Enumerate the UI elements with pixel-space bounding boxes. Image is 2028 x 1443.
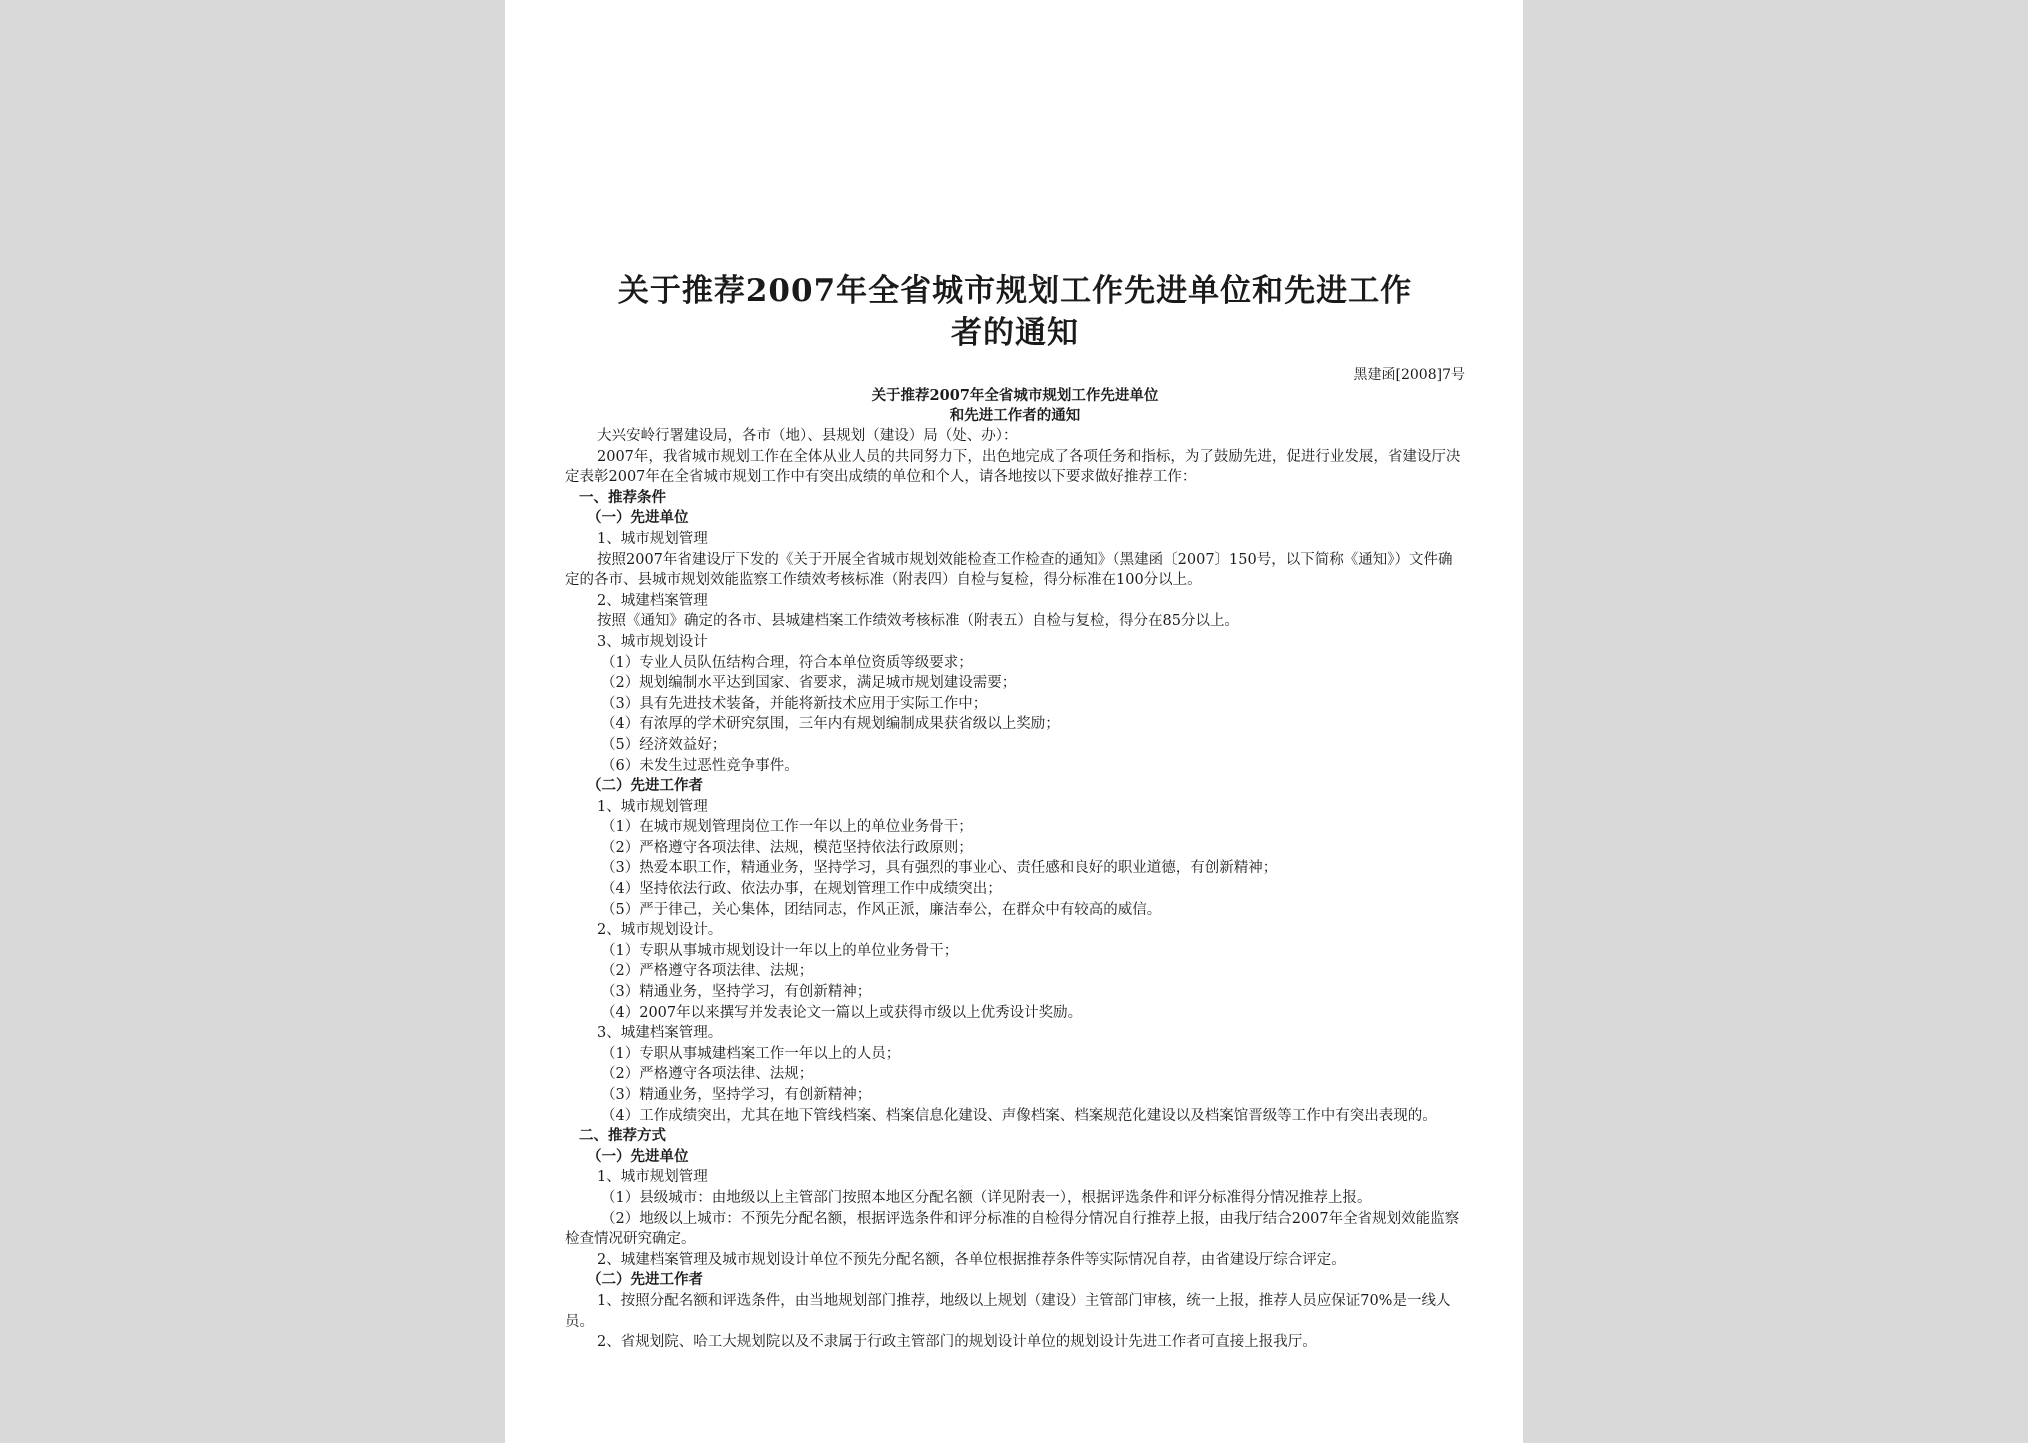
list-item: （4）有浓厚的学术研究氛围，三年内有规划编制成果获省级以上奖励； xyxy=(601,716,1060,733)
document-title-line-2: 者的通知 xyxy=(951,315,1079,351)
item-heading-archive-workers: 3、城建档案管理。 xyxy=(597,1025,723,1042)
subtitle-line-1: 关于推荐2007年全省城市规划工作先进单位 xyxy=(871,387,1159,404)
intro-paragraph: 2007年，我省城市规划工作在全体从业人员的共同努力下，出色地完成了各项任务和指标，为了鼓励先进，促进行业发展，省建设厅决定表彰2007年在全省城市规划工作中有突出成绩的单位和个人，请各地按以下要求做好推荐工作： xyxy=(565,448,1461,486)
item-heading-planning-management: 1、城市规划管理 xyxy=(597,530,708,547)
item-heading-planning-management-workers: 1、城市规划管理 xyxy=(597,798,708,815)
list-item: （1）专业人员队伍结构合理，符合本单位资质等级要求； xyxy=(601,654,973,671)
item-heading-planning-design-workers: 2、城市规划设计。 xyxy=(597,922,723,939)
subtitle-line-2: 和先进工作者的通知 xyxy=(949,407,1081,424)
list-item: （6）未发生过恶性竞争事件。 xyxy=(601,757,799,774)
paragraph-quota-recommendation: 1、按照分配名额和评选条件，由当地规划部门推荐，地级以上规划（建设）主管部门审核，统一上报，推荐人员应保证70%是一线人员。 xyxy=(565,1292,1451,1330)
item-heading-planning-design: 3、城市规划设计 xyxy=(597,633,708,650)
list-item: （5）严于律己，关心集体，团结同志，作风正派，廉洁奉公，在群众中有较高的威信。 xyxy=(601,901,1162,918)
item-heading-planning-management-method: 1、城市规划管理 xyxy=(597,1169,708,1186)
list-item: （2）严格遵守各项法律、法规； xyxy=(601,963,814,980)
list-item: （3）精通业务，坚持学习，有创新精神； xyxy=(601,984,872,1001)
paragraph-prefecture-cities: （2）地级以上城市：不预先分配名额，根据评选条件和评分标准的自检得分情况自行推荐上报，由我厅结合2007年全省规划效能监察检查情况研究确定。 xyxy=(565,1210,1460,1248)
list-item: （3）热爱本职工作，精通业务，坚持学习，具有强烈的事业心、责任感和良好的职业道德，有创新精神； xyxy=(601,860,1278,877)
subsection-heading-workers-method: （二）先进工作者 xyxy=(587,1271,703,1289)
subsection-heading-advanced-units: （一）先进单位 xyxy=(587,509,689,527)
list-item: （1）专职从事城市规划设计一年以上的单位业务骨干； xyxy=(601,942,959,959)
addressee: 大兴安岭行署建设局，各市（地）、县规划（建设）局（处、办）： xyxy=(597,428,1018,444)
list-item: （4）2007年以来撰写并发表论文一篇以上或获得市级以上优秀设计奖励。 xyxy=(601,1004,1083,1021)
list-item: （2）规划编制水平达到国家、省要求，满足城市规划建设需要； xyxy=(601,675,1017,692)
list-item: （2）严格遵守各项法律、法规，模范坚持依法行政原则； xyxy=(601,839,973,856)
list-item: （3）精通业务，坚持学习，有创新精神； xyxy=(601,1087,872,1103)
document-content xyxy=(565,270,1465,1353)
list-item: （1）在城市规划管理岗位工作一年以上的单位业务骨干； xyxy=(601,819,973,836)
list-item: （5）经济效益好； xyxy=(601,736,727,753)
list-item: （3）具有先进技术装备，并能将新技术应用于实际工作中； xyxy=(601,695,988,712)
subsection-heading-units-method: （一）先进单位 xyxy=(587,1147,689,1165)
list-item: （1）专职从事城建档案工作一年以上的人员； xyxy=(601,1045,901,1062)
item-heading-archive-management: 2、城建档案管理 xyxy=(597,592,708,609)
section-heading-2: 二、推荐方式 xyxy=(579,1127,666,1145)
section-heading-1: 一、推荐条件 xyxy=(579,488,666,506)
paragraph-archive-management: 按照《通知》确定的各市、县城建档案工作绩效考核标准（附表五）自检与复检，得分在85分以上。 xyxy=(597,613,1239,630)
paragraph-direct-report: 2、省规划院、哈工大规划院以及不隶属于行政主管部门的规划设计单位的规划设计先进工作者可直接上报我厅。 xyxy=(597,1334,1317,1351)
document-page xyxy=(505,0,1523,1443)
subsection-heading-advanced-workers: （二）先进工作者 xyxy=(587,777,703,795)
list-item: （2）严格遵守各项法律、法规； xyxy=(601,1066,814,1083)
document-title-line-1: 关于推荐2007年全省城市规划工作先进单位和先进工作 xyxy=(617,273,1413,309)
paragraph-county-cities: （1）县级城市：由地级以上主管部门按照本地区分配名额（详见附表一），根据评选条件和评分标准得分情况推荐上报。 xyxy=(601,1189,1372,1206)
paragraph-planning-management: 按照2007年省建设厅下发的《关于开展全省城市规划效能检查工作检查的通知》（黑建函〔2007〕150号，以下简称《通知》）文件确定的各市、县城市规划效能监察工作绩效考核标准（附表四）自检与复检，得分标准在100分以上。 xyxy=(565,551,1453,589)
document-title xyxy=(565,270,1465,354)
document-number: 黑建函[2008]7号 xyxy=(1353,367,1465,383)
paragraph-archive-design-units: 2、城建档案管理及城市规划设计单位不预先分配名额，各单位根据推荐条件等实际情况自荐，由省建设厅综合评定。 xyxy=(597,1251,1346,1268)
list-item: （4）工作成绩突出，尤其在地下管线档案、档案信息化建设、声像档案、档案规范化建设以及档案馆晋级等工作中有突出表现的。 xyxy=(601,1107,1437,1124)
list-item: （4）坚持依法行政、依法办事，在规划管理工作中成绩突出； xyxy=(601,881,1002,898)
